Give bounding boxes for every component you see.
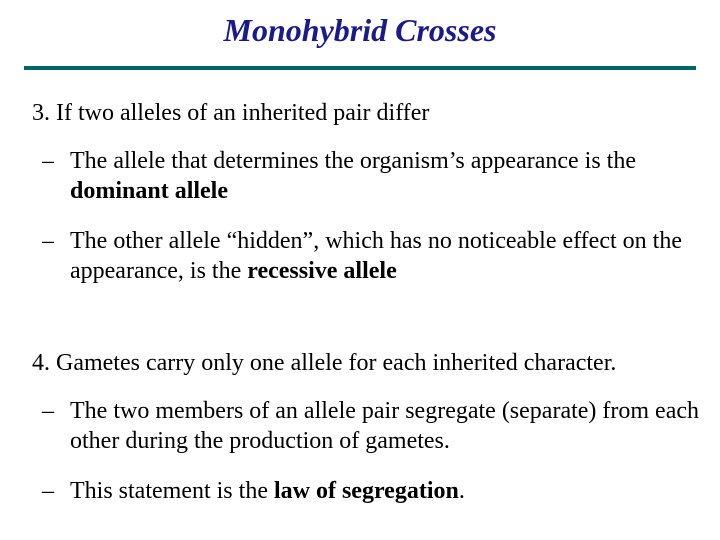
subpoint-law-of-segregation bbox=[42, 476, 712, 506]
subpoint-recessive-allele bbox=[42, 226, 712, 286]
title-divider bbox=[24, 66, 696, 70]
subpoint-text: The allele that determines the organism’s appearance is the dominant allele bbox=[70, 148, 637, 204]
bold-term: recessive allele bbox=[247, 258, 397, 284]
bullet-dash: – bbox=[42, 148, 54, 174]
point-4: 4. Gametes carry only one allele for each inherited character. bbox=[32, 350, 617, 376]
bold-term: law of segregation bbox=[273, 478, 459, 504]
bullet-dash: – bbox=[42, 398, 54, 424]
bullet-dash: – bbox=[42, 478, 54, 504]
subpoint-text: The two members of an allele pair segregate (separate) from each other during the production of gametes. bbox=[70, 398, 700, 454]
bullet-dash: – bbox=[42, 228, 54, 254]
subpoint-text: The other allele “hidden”, which has no noticeable effect on the appearance, is the recessive allele bbox=[70, 228, 682, 284]
slide-title: Monohybrid Crosses bbox=[223, 12, 497, 48]
subpoint-segregate bbox=[42, 396, 712, 456]
bold-term: dominant allele bbox=[70, 178, 229, 204]
subpoint-text: This statement is the law of segregation. bbox=[70, 478, 465, 504]
subpoint-dominant-allele bbox=[42, 146, 712, 206]
point-3: 3. If two alleles of an inherited pair differ bbox=[32, 100, 430, 126]
